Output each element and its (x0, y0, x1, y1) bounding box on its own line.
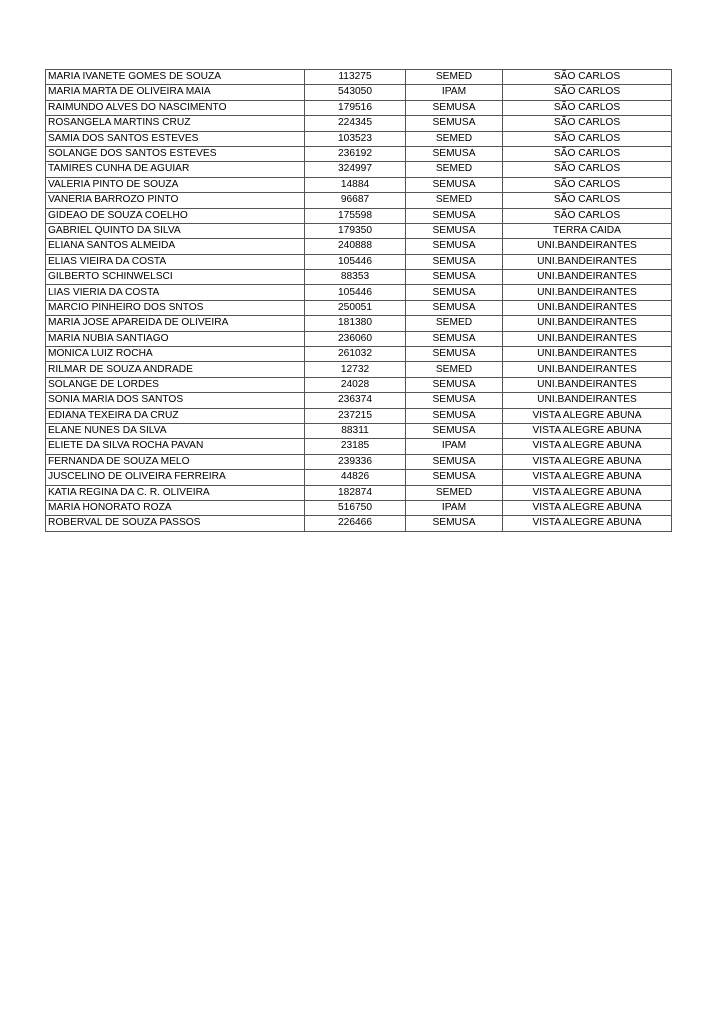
location-cell: VISTA ALEGRE ABUNA (503, 500, 672, 515)
location-cell: VISTA ALEGRE ABUNA (503, 470, 672, 485)
registration-number-cell: 261032 (305, 347, 406, 362)
person-name-cell: GIDEAO DE SOUZA COELHO (46, 208, 305, 223)
registration-number-cell: 96687 (305, 193, 406, 208)
person-name-cell: RILMAR DE SOUZA ANDRADE (46, 362, 305, 377)
registration-number-cell: 24028 (305, 377, 406, 392)
department-cell: SEMED (406, 131, 503, 146)
department-cell: SEMUSA (406, 300, 503, 315)
person-name-cell: MARIA IVANETE GOMES DE SOUZA (46, 70, 305, 85)
person-name-cell: MARIA MARTA DE OLIVEIRA MAIA (46, 85, 305, 100)
person-name-cell: MARIA NUBIA SANTIAGO (46, 331, 305, 346)
location-cell: SÃO CARLOS (503, 70, 672, 85)
registration-number-cell: 105446 (305, 254, 406, 269)
table-row (46, 454, 672, 469)
department-cell: SEMUSA (406, 331, 503, 346)
location-cell: UNI.BANDEIRANTES (503, 347, 672, 362)
table-row (46, 331, 672, 346)
registration-number-cell: 88311 (305, 423, 406, 438)
registration-number-cell: 236374 (305, 393, 406, 408)
location-cell: SÃO CARLOS (503, 85, 672, 100)
department-cell: SEMUSA (406, 408, 503, 423)
table-row (46, 485, 672, 500)
location-cell: VISTA ALEGRE ABUNA (503, 439, 672, 454)
registration-number-cell: 12732 (305, 362, 406, 377)
table-row (46, 377, 672, 392)
table-row (46, 223, 672, 238)
person-name-cell: KATIA REGINA DA C. R. OLIVEIRA (46, 485, 305, 500)
person-name-cell: SOLANGE DOS SANTOS ESTEVES (46, 146, 305, 161)
person-name-cell: ELANE NUNES DA SILVA (46, 423, 305, 438)
person-name-cell: MONICA LUIZ ROCHA (46, 347, 305, 362)
department-cell: IPAM (406, 85, 503, 100)
department-cell: SEMED (406, 162, 503, 177)
table-row (46, 347, 672, 362)
location-cell: SÃO CARLOS (503, 146, 672, 161)
person-name-cell: JUSCELINO DE OLIVEIRA FERREIRA (46, 470, 305, 485)
location-cell: SÃO CARLOS (503, 208, 672, 223)
table-row (46, 146, 672, 161)
registration-number-cell: 226466 (305, 516, 406, 531)
location-cell: VISTA ALEGRE ABUNA (503, 485, 672, 500)
location-cell: SÃO CARLOS (503, 116, 672, 131)
department-cell: SEMUSA (406, 239, 503, 254)
location-cell: SÃO CARLOS (503, 162, 672, 177)
registration-number-cell: 324997 (305, 162, 406, 177)
department-cell: SEMUSA (406, 393, 503, 408)
registration-number-cell: 236192 (305, 146, 406, 161)
registration-number-cell: 239336 (305, 454, 406, 469)
table-row (46, 408, 672, 423)
department-cell: SEMUSA (406, 454, 503, 469)
department-cell: SEMUSA (406, 223, 503, 238)
person-name-cell: SAMIA DOS SANTOS ESTEVES (46, 131, 305, 146)
table-row (46, 423, 672, 438)
table-row (46, 116, 672, 131)
person-name-cell: SOLANGE DE LORDES (46, 377, 305, 392)
department-cell: SEMUSA (406, 100, 503, 115)
table-row (46, 131, 672, 146)
department-cell: SEMED (406, 485, 503, 500)
location-cell: SÃO CARLOS (503, 177, 672, 192)
registration-number-cell: 179516 (305, 100, 406, 115)
table-row (46, 208, 672, 223)
department-cell: SEMUSA (406, 208, 503, 223)
registration-number-cell: 44826 (305, 470, 406, 485)
person-name-cell: VALERIA PINTO DE SOUZA (46, 177, 305, 192)
location-cell: SÃO CARLOS (503, 193, 672, 208)
location-cell: UNI.BANDEIRANTES (503, 254, 672, 269)
table-row (46, 362, 672, 377)
department-cell: SEMUSA (406, 146, 503, 161)
table-row (46, 516, 672, 531)
registration-number-cell: 224345 (305, 116, 406, 131)
location-cell: UNI.BANDEIRANTES (503, 300, 672, 315)
person-name-cell: MARIA HONORATO ROZA (46, 500, 305, 515)
department-cell: SEMUSA (406, 377, 503, 392)
registration-number-cell: 175598 (305, 208, 406, 223)
location-cell: TERRA CAIDA (503, 223, 672, 238)
department-cell: SEMED (406, 70, 503, 85)
person-name-cell: GABRIEL QUINTO DA SILVA (46, 223, 305, 238)
table-row (46, 316, 672, 331)
department-cell: IPAM (406, 500, 503, 515)
person-name-cell: TAMIRES CUNHA DE AGUIAR (46, 162, 305, 177)
table-row (46, 300, 672, 315)
registration-number-cell: 14884 (305, 177, 406, 192)
table-row (46, 70, 672, 85)
person-name-cell: ELIETE DA SILVA ROCHA PAVAN (46, 439, 305, 454)
person-name-cell: RAIMUNDO ALVES DO NASCIMENTO (46, 100, 305, 115)
person-name-cell: VANERIA BARROZO PINTO (46, 193, 305, 208)
location-cell: SÃO CARLOS (503, 100, 672, 115)
registration-number-cell: 250051 (305, 300, 406, 315)
registration-number-cell: 113275 (305, 70, 406, 85)
table-row (46, 439, 672, 454)
roster-table-body (46, 70, 672, 532)
registration-number-cell: 237215 (305, 408, 406, 423)
person-name-cell: ROBERVAL DE SOUZA PASSOS (46, 516, 305, 531)
department-cell: SEMUSA (406, 423, 503, 438)
table-row (46, 100, 672, 115)
location-cell: UNI.BANDEIRANTES (503, 362, 672, 377)
location-cell: SÃO CARLOS (503, 131, 672, 146)
registration-number-cell: 88353 (305, 270, 406, 285)
person-name-cell: ELIANA SANTOS ALMEIDA (46, 239, 305, 254)
location-cell: UNI.BANDEIRANTES (503, 316, 672, 331)
table-row (46, 177, 672, 192)
department-cell: SEMED (406, 316, 503, 331)
location-cell: UNI.BANDEIRANTES (503, 285, 672, 300)
location-cell: VISTA ALEGRE ABUNA (503, 516, 672, 531)
location-cell: UNI.BANDEIRANTES (503, 270, 672, 285)
roster-table (45, 69, 672, 532)
table-row (46, 285, 672, 300)
table-row (46, 239, 672, 254)
table-row (46, 393, 672, 408)
department-cell: SEMED (406, 193, 503, 208)
table-row (46, 193, 672, 208)
department-cell: SEMUSA (406, 516, 503, 531)
location-cell: UNI.BANDEIRANTES (503, 377, 672, 392)
registration-number-cell: 240888 (305, 239, 406, 254)
registration-number-cell: 516750 (305, 500, 406, 515)
person-name-cell: ELIAS VIEIRA DA COSTA (46, 254, 305, 269)
location-cell: UNI.BANDEIRANTES (503, 393, 672, 408)
registration-number-cell: 105446 (305, 285, 406, 300)
person-name-cell: MARCIO PINHEIRO DOS SNTOS (46, 300, 305, 315)
table-row (46, 254, 672, 269)
location-cell: VISTA ALEGRE ABUNA (503, 423, 672, 438)
table-row (46, 85, 672, 100)
table-row (46, 500, 672, 515)
department-cell: SEMUSA (406, 270, 503, 285)
person-name-cell: GILBERTO SCHINWELSCI (46, 270, 305, 285)
department-cell: SEMED (406, 362, 503, 377)
registration-number-cell: 182874 (305, 485, 406, 500)
registration-number-cell: 23185 (305, 439, 406, 454)
department-cell: SEMUSA (406, 470, 503, 485)
location-cell: VISTA ALEGRE ABUNA (503, 408, 672, 423)
person-name-cell: LIAS VIERIA DA COSTA (46, 285, 305, 300)
person-name-cell: ROSANGELA MARTINS CRUZ (46, 116, 305, 131)
location-cell: VISTA ALEGRE ABUNA (503, 454, 672, 469)
department-cell: SEMUSA (406, 347, 503, 362)
registration-number-cell: 103523 (305, 131, 406, 146)
department-cell: SEMUSA (406, 116, 503, 131)
registration-number-cell: 179350 (305, 223, 406, 238)
location-cell: UNI.BANDEIRANTES (503, 239, 672, 254)
location-cell: UNI.BANDEIRANTES (503, 331, 672, 346)
person-name-cell: MARIA JOSE APAREIDA DE OLIVEIRA (46, 316, 305, 331)
department-cell: SEMUSA (406, 254, 503, 269)
person-name-cell: SONIA MARIA DOS SANTOS (46, 393, 305, 408)
table-row (46, 470, 672, 485)
table-row (46, 162, 672, 177)
table-row (46, 270, 672, 285)
registration-number-cell: 181380 (305, 316, 406, 331)
registration-number-cell: 236060 (305, 331, 406, 346)
department-cell: IPAM (406, 439, 503, 454)
department-cell: SEMUSA (406, 177, 503, 192)
department-cell: SEMUSA (406, 285, 503, 300)
person-name-cell: EDIANA TEXEIRA DA CRUZ (46, 408, 305, 423)
registration-number-cell: 543050 (305, 85, 406, 100)
person-name-cell: FERNANDA DE SOUZA MELO (46, 454, 305, 469)
